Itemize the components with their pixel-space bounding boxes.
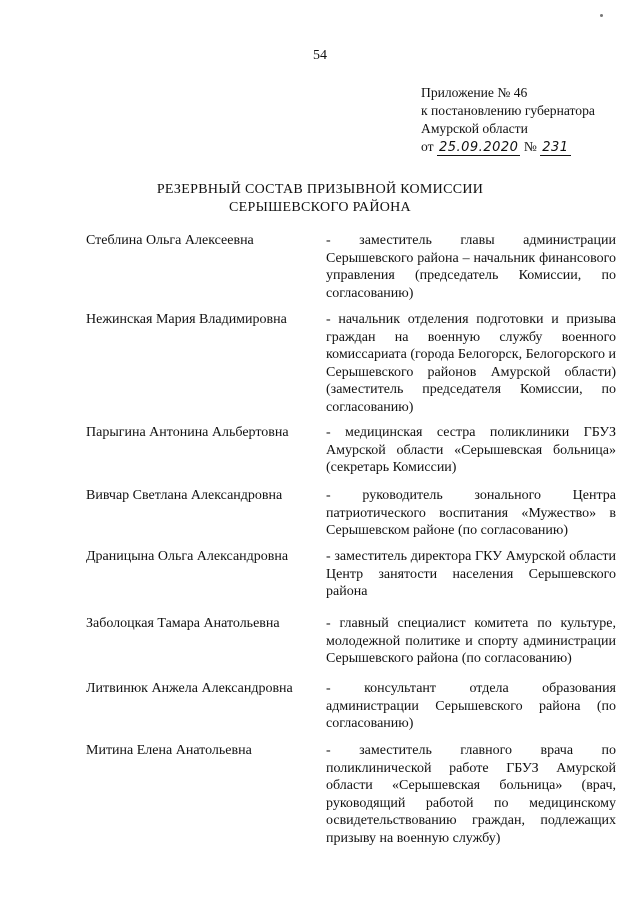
date-prefix: от <box>421 139 434 154</box>
appendix-reference: к постановлению губернатора <box>421 103 595 118</box>
document-title <box>0 181 640 217</box>
appendix-header <box>421 84 621 157</box>
handwritten-number: 231 <box>542 140 569 155</box>
appendix-title: Приложение № 46 <box>421 85 528 100</box>
handwritten-date: 25.09.2020 <box>438 140 519 155</box>
scan-dot <box>600 14 603 17</box>
member-role: - главный специалист комитета по культуре, молодежной политике и спорту администрации Серышевского района (по согласованию) <box>326 616 616 666</box>
member-role: - консультант отдела образования администрации Серышевского района (по согласованию) <box>326 681 616 731</box>
appendix-region: Амурской области <box>421 121 528 136</box>
member-name: Нежинская Мария Владимировна <box>86 312 287 327</box>
member-role: - начальник отделения подготовки и призыва граждан на военную службу военного комиссариата (города Белогорск, Белогорского и Серышевского районов Амурской области) (заместитель председателя Комиссии, по согласованию) <box>326 312 616 415</box>
appendix-date-line <box>421 138 621 157</box>
member-role: - заместитель главного врача по поликлинической работе ГБУЗ Амурской области «Серышевская больница» (врач, руководящий работой по медицинскому освидетельствованию граждан, подлежащих призыву на военную службу) <box>326 743 616 846</box>
member-name: Заболоцкая Тамара Анатольевна <box>86 616 280 631</box>
member-name: Литвинюк Анжела Александровна <box>86 681 293 696</box>
member-name: Парыгина Антонина Альбертовна <box>86 425 289 440</box>
member-role: - заместитель директора ГКУ Амурской области Центр занятости населения Серышевского района <box>326 549 616 599</box>
member-role: - заместитель главы администрации Серышевского района – начальник финансового управления (председатель Комиссии, по согласованию) <box>326 233 616 301</box>
member-name: Митина Елена Анатольевна <box>86 743 252 758</box>
member-role: - медицинская сестра поликлиники ГБУЗ Амурской области «Серышевская больница» (секретарь Комиссии) <box>326 425 616 475</box>
title-line-2: СЕРЫШЕВСКОГО РАЙОНА <box>229 200 411 215</box>
member-name: Стеблина Ольга Алексеевна <box>86 233 254 248</box>
title-line-1: РЕЗЕРВНЫЙ СОСТАВ ПРИЗЫВНОЙ КОМИССИИ <box>156 182 484 197</box>
page-number: 54 <box>313 48 327 63</box>
member-role: - руководитель зонального Центра патриотического воспитания «Мужество» в Серышевском районе (по согласованию) <box>326 488 616 538</box>
number-prefix: № <box>523 139 537 154</box>
member-name: Вивчар Светлана Александровна <box>86 488 283 503</box>
member-name: Драницына Ольга Александровна <box>86 549 289 564</box>
